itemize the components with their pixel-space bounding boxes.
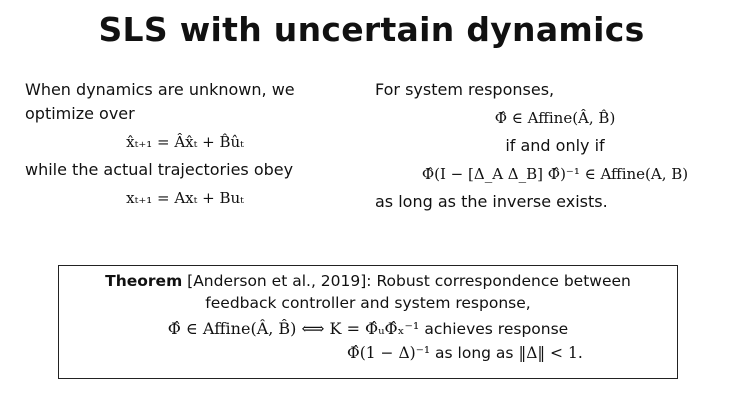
theorem-norm: ‖Δ‖ < 1. [518,344,583,362]
theorem-text-2: feedback controller and system response, [205,294,531,312]
theorem-equation-tail: achieves response [424,320,569,338]
right-equation-condition: Φ̂(I − [Δ_A Δ_B] Φ̂)⁻¹ ∈ Affine(A, B) [421,165,689,183]
theorem-line-1 [59,270,677,292]
theorem-equation: Φ̂ ∈ Affine(Â, B̂) ⟺ K = Φ̂ᵤΦ̂ₓ⁻¹ [167,319,420,338]
right-outro-text: as long as the inverse exists. [375,192,608,211]
left-intro-text: When dynamics are unknown, we optimize over [25,80,295,123]
theorem-label: Theorem [105,272,183,290]
left-equation-actual: xₜ₊₁ = Axₜ + Buₜ [126,189,244,207]
right-iff-text: if and only if [505,136,605,155]
theorem-response: Φ̂(1 − Δ)⁻¹ [347,344,431,362]
right-column [375,78,735,214]
left-equation-estimated: x̂ₜ₊₁ = Âx̂ₜ + B̂ûₜ [126,133,244,151]
right-equation-affine: Φ̂ ∈ Affine(Â, B̂) [494,109,616,127]
theorem-response-tail: as long as [435,344,514,362]
left-middle-text: while the actual trajectories obey [25,160,294,179]
theorem-box [58,265,678,379]
theorem-response-line [59,342,677,364]
slide-title: SLS with uncertain dynamics [98,10,645,49]
theorem-text-1: [Anderson et al., 2019]: Robust correspondence between [182,272,631,290]
left-column [25,78,345,214]
theorem-equation-line [59,318,677,340]
right-intro-text: For system responses, [375,80,555,99]
